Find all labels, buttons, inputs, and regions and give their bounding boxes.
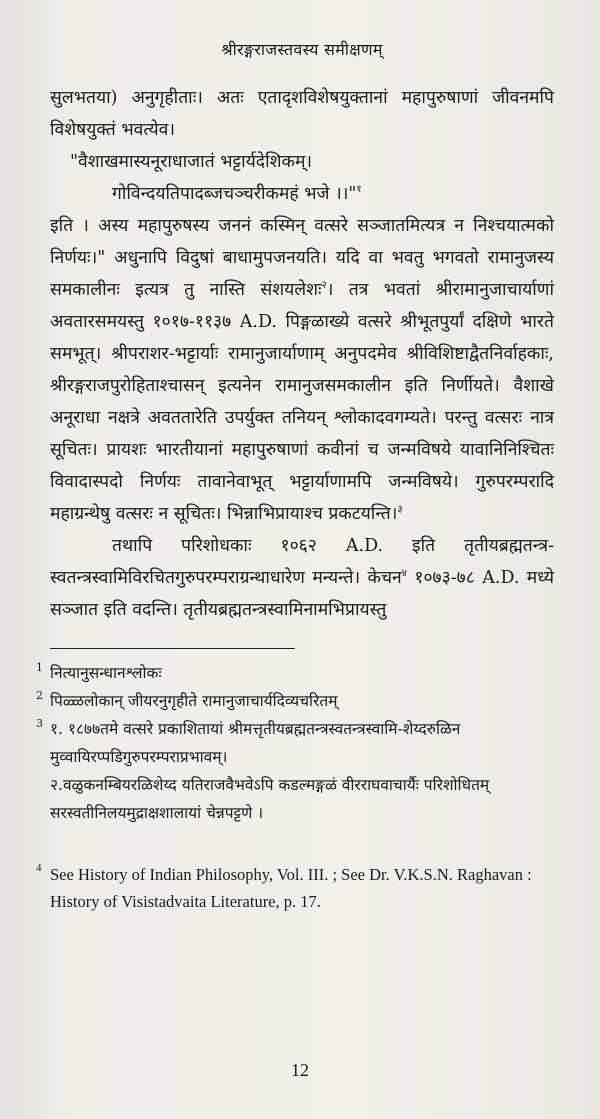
footnote-ref-2: २ [321, 280, 327, 292]
running-header: श्रीरङ्गराजस्तवस्य समीक्षणम् [221, 40, 383, 59]
footnote-3-number: 3 [36, 717, 43, 730]
verse-line-2 [50, 178, 554, 210]
paragraph-3-part-b: १०७३-७८ A.D. मध्ये सञ्जात इति वदन्ति। तृतीयब्रह्मतन्त्रस्वामिनामभिप्रायस्तु [50, 568, 554, 620]
footnote-1-text: नित्यानुसन्धानश्लोकः [50, 664, 162, 682]
paragraph-1: सुलभतया) अनुगृहीताः। अतः एतादृशविशेषयुक्तानां महापुरुषाणां जीवनमपि विशेषयुक्तं भवत्येव। [50, 88, 554, 140]
footnote-divider [50, 648, 295, 649]
page-number: 12 [291, 1060, 309, 1080]
footnote-ref-1: १ [356, 184, 362, 196]
paragraph-2-part-b: । तत्र भवतां श्रीरामानुजाचार्याणां अवतारसमयस्तु १०१७-११३७ A.D. पिङ्गळाख्ये वत्सरे श्रीभूतपुर्यां दक्षिणे भारते समभूत्। श्रीपराशर-भट्टार्याः रामानुजार्याणाम् अनुपदमेव श्रीविशिष्टाद्वैतनिर्वाहकाः, श्रीरङ्गराजपुरोहिताश्चासन् इत्यनेन रामानुजसमकालीन इति निर्णीयते। वैशाखे अनूराधा नक्षत्रे अवततारेति उपर्युक्त तनियन् श्लोकादवगम्यते। परन्तु वत्सरः नात्र सूचितः। प्रायशः भारतीयानां महापुरुषाणां कवीनां च जन्मविषये यावानिनिश्चितः विवादास्पदो निर्णयः तावानेवाभूत् भट्टार्याणामपि जन्मविषये। गुरुपरम्परादि महाग्रन्थेषु वत्सरः न सूचितः। भिन्नाभिप्रायाश्च प्रकटयन्ति। [50, 280, 554, 524]
footnote-2 [36, 687, 554, 715]
paragraph-2-part-a: इति । अस्य महापुरुषस्य जननं कस्मिन् वत्सरे सञ्जातमित्यत्र न निश्चयात्मको निर्णयः।" अधुनापि विदुषां बाधामुपजनयति। यदि वा भवतु भगवतो रामानुजस्य समकालीनः इत्यत्र तु नास्ति संशयलेशः [50, 216, 554, 300]
footnote-3 [36, 715, 554, 771]
main-text [50, 82, 554, 626]
footnote-3-text-a: १. १८७७तमे वत्सरे प्रकाशितायां श्रीमत्तृतीयब्रह्मतन्त्रस्वतन्त्रस्वामि-शेय्दरुळिन मुव्वायिरप्पडिगुरुपरम्पराप्रभावम्। [50, 720, 461, 766]
footnote-4-number: 4 [36, 862, 42, 874]
footnote-2-number: 2 [36, 689, 43, 702]
paragraph-3-part-a: तथापि परिशोधकाः १०६२ A.D. इति तृतीयब्रह्मतन्त्र-स्वतन्त्रस्वामिविरचितगुरुपरम्पराग्रन्थाधारेण मन्यन्ते। केचन [50, 536, 554, 588]
footnote-2-text: पिळ्ळलोकान् जीयरनुगृहीते रामानुजाचार्यदिव्यचरितम् [50, 692, 338, 710]
verse-block [50, 146, 554, 210]
verse-line-2-text: गोविन्दयतिपादब्जचञ्चरीकमहं भजे ।।" [112, 184, 357, 204]
footnote-1-number: 1 [36, 661, 43, 674]
verse-line-1: "वैशाखमास्यनूराधाजातं भट्टार्यदेशिकम्। [70, 152, 313, 172]
paragraph-3 [50, 530, 554, 626]
footnote-ref-4: ४ [401, 568, 407, 580]
footnote-ref-3: ३ [397, 504, 403, 516]
paragraph-2 [50, 210, 554, 530]
footnote-4-text: See History of Indian Philosophy, Vol. III. ; See Dr. V.K.S.N. Raghavan : History of Visistadvaita Literature, p. 17. [50, 865, 532, 911]
footnote-4 [36, 861, 554, 915]
footnote-3-continued: २.वळुकनम्बियरळिशेय्द यतिराजवैभवेऽपि कडल्मङ्गळं वीरराघवाचार्यैः परिशोधितम् सरस्वतीनिलयमुद्राक्षशालायां चेन्नपट्टणे । [50, 776, 490, 822]
footnote-1 [36, 659, 554, 687]
